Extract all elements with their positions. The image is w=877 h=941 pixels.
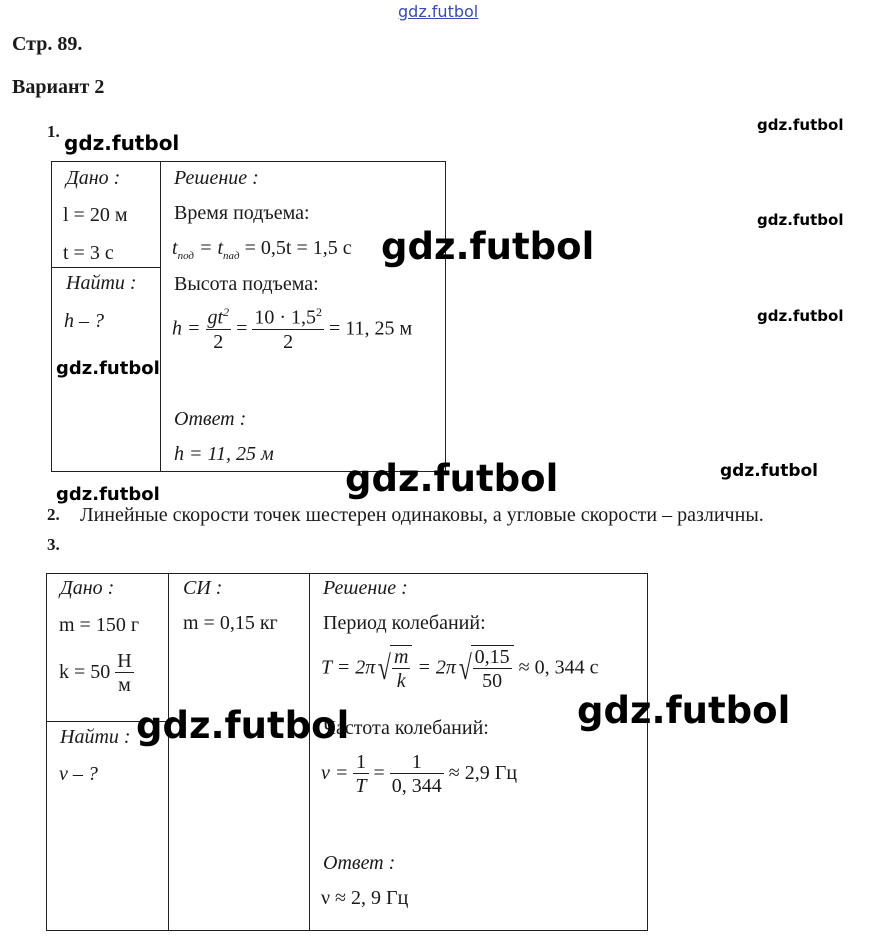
task3-period-label: Период колебаний: xyxy=(323,612,486,634)
task1-answer-label: Ответ : xyxy=(174,408,247,430)
task1-height-label: Высота подъема: xyxy=(174,273,319,295)
fraction-numerator: m xyxy=(393,646,409,668)
formula-part: = xyxy=(373,762,385,785)
formula-sub: пад xyxy=(223,250,240,262)
task3-answer-label: Ответ : xyxy=(323,852,396,874)
formula-sup: 2 xyxy=(316,305,323,319)
task3-given-k xyxy=(59,650,134,697)
task1-rise-time-label: Время подъема: xyxy=(174,202,310,224)
task1-given-l: l = 20 м xyxy=(63,204,128,226)
fraction-denominator: T xyxy=(355,775,367,797)
watermark: gdz.futbol xyxy=(757,307,844,325)
formula-part: ≈ 2,9 Гц xyxy=(448,762,518,785)
task3-period-formula xyxy=(321,645,598,693)
task1-height-formula xyxy=(172,306,412,354)
watermark: gdz.futbol xyxy=(577,689,791,732)
task2-number: 2. xyxy=(47,505,60,524)
answer-text: h = 11, 25 м xyxy=(174,443,274,465)
watermark: gdz.futbol xyxy=(64,131,180,155)
task1-number: 1. xyxy=(47,122,60,141)
task3-given-m: m = 150 г xyxy=(59,614,140,636)
formula-part: = 11, 25 м xyxy=(329,317,413,340)
task1-find-h: h – ? xyxy=(64,310,104,332)
task3-column-divider-2 xyxy=(309,573,310,931)
fraction-numerator: 1 xyxy=(390,751,444,774)
task3-given-label: Дано : xyxy=(60,577,115,599)
task2-text: Линейные скорости точек шестерен одинаковы, а угловые скорости – различны. xyxy=(80,504,764,526)
formula-part: 10 · 1,5 xyxy=(254,306,317,329)
fraction xyxy=(115,650,133,697)
fraction-numerator: 1 xyxy=(353,751,368,774)
watermark: gdz.futbol xyxy=(136,704,350,747)
fraction-denominator: 50 xyxy=(482,670,503,692)
fraction-denominator: м xyxy=(118,674,131,696)
task3-number: 3. xyxy=(47,535,60,554)
task3-find-label: Найти : xyxy=(60,726,131,748)
task1-given-t: t = 3 с xyxy=(63,242,114,264)
fraction-numerator: 0,15 xyxy=(474,646,510,668)
fraction-denominator: k xyxy=(396,670,406,692)
variant-heading: Вариант 2 xyxy=(12,76,105,98)
task3-solution-label: Решение : xyxy=(323,577,408,599)
task3-answer-value: ν ≈ 2, 9 Гц xyxy=(321,887,409,909)
fraction xyxy=(353,751,368,798)
fraction xyxy=(206,306,232,354)
sqrt-icon: √ xyxy=(458,650,472,687)
fraction-denominator: 2 xyxy=(213,330,224,353)
task3-si-m: m = 0,15 кг xyxy=(183,612,278,634)
formula-part: h = xyxy=(172,317,201,340)
fraction xyxy=(390,751,444,798)
formula-sup: 2 xyxy=(223,305,230,319)
fraction xyxy=(392,646,410,693)
formula-part: = t xyxy=(193,237,224,259)
task1-answer-value xyxy=(174,443,274,466)
watermark: gdz.futbol xyxy=(56,484,160,505)
fraction-denominator: 0, 344 xyxy=(391,775,442,797)
formula-part: k = 50 xyxy=(59,661,111,684)
formula-part: = 2π xyxy=(417,656,456,679)
fraction xyxy=(473,646,512,693)
formula-part: T = 2π xyxy=(321,656,376,679)
task1-solution-label: Решение : xyxy=(174,167,259,189)
task3-freq-formula xyxy=(321,751,517,798)
formula-part: ≈ 0, 344 с xyxy=(518,656,599,679)
watermark: gdz.futbol xyxy=(757,116,844,134)
sqrt-body xyxy=(390,645,412,693)
watermark: gdz.futbol xyxy=(757,211,844,229)
fraction-numerator xyxy=(206,306,232,330)
formula-part: gt xyxy=(207,306,224,329)
task1-column-divider xyxy=(160,161,161,472)
task3-find-nu: ν – ? xyxy=(59,763,98,785)
watermark: gdz.futbol xyxy=(381,225,595,268)
formula-sub: под xyxy=(177,250,194,262)
task3-freq-label: Частота колебаний: xyxy=(323,717,489,739)
fraction-numerator xyxy=(252,306,324,330)
watermark: gdz.futbol xyxy=(720,461,818,481)
watermark-top-logo: gdz.futbol xyxy=(398,2,479,21)
fraction xyxy=(252,306,324,354)
task1-given-label: Дано : xyxy=(66,167,121,189)
task3-column-divider-1 xyxy=(168,573,169,931)
task1-rise-time-formula xyxy=(172,237,352,262)
sqrt-body xyxy=(471,645,514,693)
fraction-denominator: 2 xyxy=(283,330,294,353)
task1-row-divider xyxy=(51,267,161,268)
formula-part: ν = xyxy=(321,762,349,785)
formula-part: t xyxy=(172,237,178,259)
watermark: gdz.futbol xyxy=(56,358,160,379)
task3-si-label: СИ : xyxy=(183,577,223,599)
task1-find-label: Найти : xyxy=(66,272,137,294)
sqrt-icon: √ xyxy=(378,650,392,687)
formula-part: = 0,5t = 1,5 с xyxy=(239,237,352,259)
watermark: gdz.futbol xyxy=(345,457,559,500)
page-number-heading: Стр. 89. xyxy=(12,33,83,55)
fraction-numerator: Н xyxy=(117,650,132,672)
formula-part: = xyxy=(236,317,248,340)
